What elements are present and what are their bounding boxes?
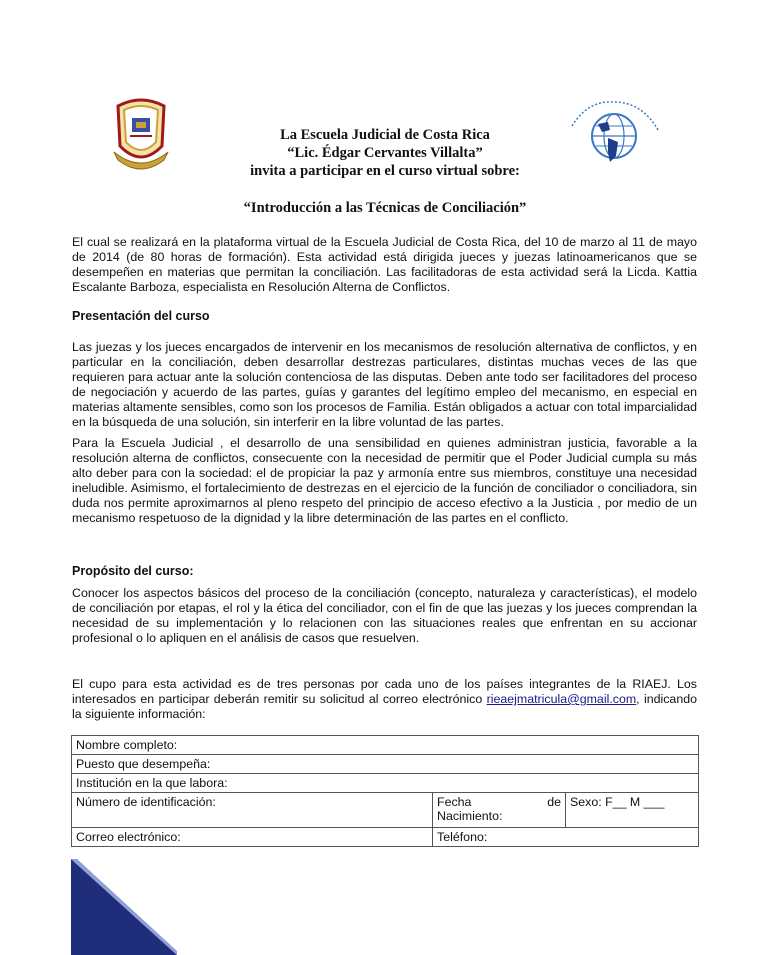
- fecha-label-b: de: [547, 795, 561, 809]
- field-nombre-completo[interactable]: Nombre completo:: [72, 736, 699, 755]
- section-heading-proposito: Propósito del curso:: [72, 564, 194, 578]
- header-line-institution: La Escuela Judicial de Costa Rica: [280, 127, 490, 143]
- presentacion-paragraph-1: [72, 340, 697, 430]
- decorative-corner-triangle: [71, 859, 177, 955]
- cupo-text: [72, 677, 697, 722]
- table-row: [72, 736, 699, 755]
- registration-form-table: [71, 735, 699, 847]
- presentacion-text-2: Para la Escuela Judicial , el desarrollo de una sensibilidad en quienes administran justicia, favorable a la resolución alterna de conflictos, consecuente con la necesidad de permitir que el Poder Judicial cumpla su más alto deber para con la sociedad: el de propiciar la paz y armonía entre sus miembros, constituye una necesidad ineludible. Asimismo, el fortalecimiento de destrezas en el ejercicio de la función de conciliador o conciliadora, sin duda nos permite aproximarnos al pleno respeto del principio de acceso efectivo a la Justicia , por medio de un mecanismo respetuoso de la dignidad y la libre determinación de las partes en el conflicto.: [72, 436, 697, 525]
- intro-paragraph: [72, 235, 697, 295]
- cupo-text-before: El cupo para esta actividad es de tres personas por cada uno de los países integrantes de la RIAEJ. Los interesados en participar deberán remitir su solicitud al correo electrónico: [72, 677, 697, 706]
- proposito-text: Conocer los aspectos básicos del proceso de la conciliación (concepto, naturaleza y características), el modelo de conciliación por etapas, el rol y la ética del conciliador, con el fin de que las juezas y los jueces comprendan la necesidad de su implementación y lo relacionen con las situaciones reales que enfrentan en su accionar profesional o lo apliquen en el análisis de casos que resuelven.: [72, 586, 697, 645]
- intro-text: El cual se realizará en la plataforma virtual de la Escuela Judicial de Costa Rica, del 10 de marzo al 11 de mayo de 2014 (de 80 horas de formación). Esta actividad está dirigida jueces y juezas latinoamericanos que se desempeñen en materias que permitan la conciliación. Las facilitadoras de esta actividad será la Licda. Kattia Escalante Barboza, especialista en Resolución Alterna de Conflictos.: [72, 235, 697, 294]
- table-row: [72, 828, 699, 847]
- cupo-text-after: , indicando la siguiente información:: [72, 692, 697, 721]
- field-correo[interactable]: Correo electrónico:: [72, 828, 433, 847]
- table-row: [72, 774, 699, 793]
- cupo-paragraph: [72, 677, 697, 722]
- field-telefono[interactable]: Teléfono:: [433, 828, 699, 847]
- field-identificacion[interactable]: Número de identificación:: [72, 793, 433, 828]
- header-line-name: “Lic. Édgar Cervantes Villalta”: [287, 145, 483, 161]
- course-title: “Introducción a las Técnicas de Conciliación”: [243, 200, 527, 216]
- section-heading-presentacion: Presentación del curso: [72, 309, 210, 323]
- table-row: [72, 755, 699, 774]
- field-sexo[interactable]: Sexo: F__ M ___: [566, 793, 699, 828]
- invitation-header: [150, 126, 620, 180]
- presentacion-paragraph-2: [72, 436, 697, 526]
- field-puesto[interactable]: Puesto que desempeña:: [72, 755, 699, 774]
- table-row: [72, 793, 699, 828]
- fecha-label-a: Fecha: [437, 795, 472, 809]
- field-institucion[interactable]: Institución en la que labora:: [72, 774, 699, 793]
- presentacion-text-1: Las juezas y los jueces encargados de intervenir en los mecanismos de resolución alternativa de conflictos, y en particular en la conciliación, deben desarrollar destrezas particulares, distintas muchas veces de las que requieren para actuar ante la solución contenciosa de las disputas. Deben ante todo ser facilitadores del proceso de negociación y acuerdo de las partes, guías y garantes del legítimo empleo del mecanismo, en especial en materias altamente sensibles, como son los procesos de Familia. Están obligados a actuar con total imparcialidad en la búsqueda de una solución, sin interferir en la libre voluntad de las partes.: [72, 340, 697, 429]
- fecha-label-c: Nacimiento:: [437, 809, 503, 823]
- field-fecha-nacimiento[interactable]: [433, 793, 566, 828]
- header-line-invite: invita a participar en el curso virtual sobre:: [250, 163, 520, 179]
- proposito-paragraph: [72, 586, 697, 646]
- email-link[interactable]: rieaejmatricula@gmail.com: [486, 692, 637, 706]
